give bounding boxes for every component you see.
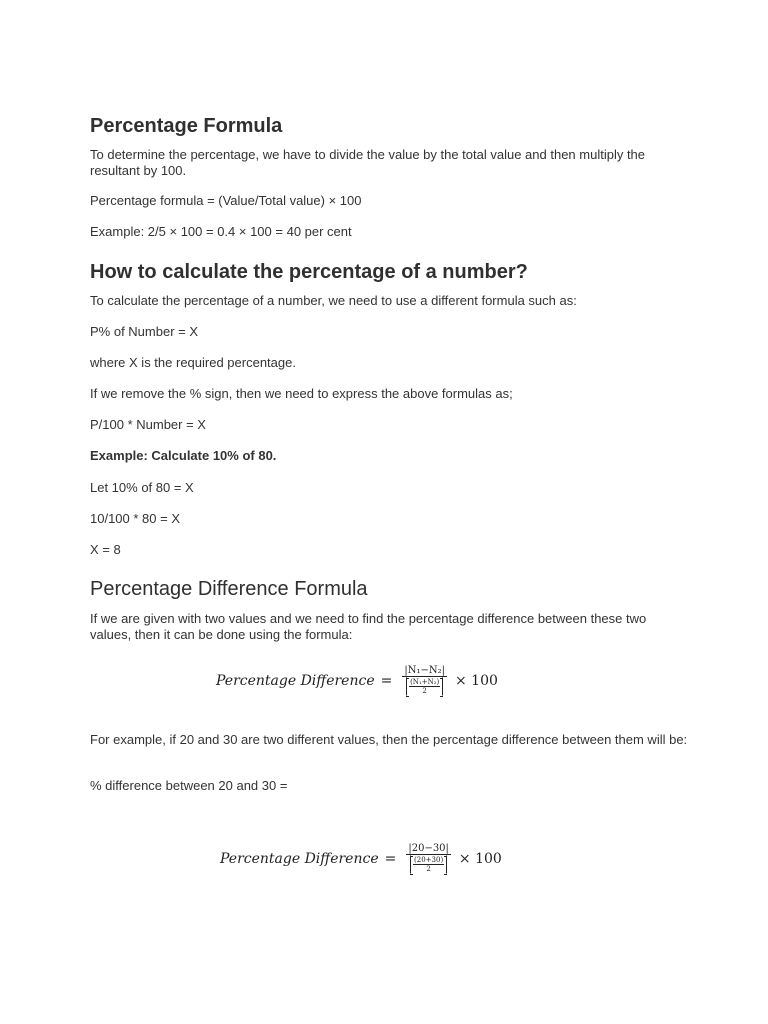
formula-bracket (406, 677, 443, 696)
formula-percentage-difference-example (220, 843, 502, 874)
heading-percentage-formula: Percentage Formula (90, 115, 283, 137)
formula2-numerator: |20−30| (408, 843, 449, 854)
paragraph-intro: To determine the percentage, we have to divide the value by the total value and then multiply the resultant by 100. (90, 147, 646, 178)
paragraph-example: Example: 2/5 × 100 = 0.4 × 100 = 40 per cent (90, 224, 352, 239)
paragraph-step: 10/100 * 80 = X (90, 511, 180, 526)
formula-fraction (402, 665, 447, 696)
formula2-bracket (410, 855, 447, 874)
paragraph-p-of-number: P% of Number = X (90, 324, 199, 339)
formula-equals: = (380, 672, 393, 689)
formula2-equals: = (384, 850, 397, 867)
formula-lhs: Percentage Difference (216, 672, 375, 689)
paragraph-difference-intro: If we are given with two values and we need to find the percentage difference between these two values, then it can be done using the formula: (90, 611, 647, 642)
paragraph-formula: Percentage formula = (Value/Total value) × 100 (90, 193, 362, 208)
paragraph-result: X = 8 (90, 542, 121, 557)
formula2-times-100: × 100 (458, 850, 502, 867)
paragraph-p-over-100: P/100 * Number = X (90, 417, 206, 432)
heading-percentage-difference: Percentage Difference Formula (90, 578, 368, 600)
paragraph-where-x: where X is the required percentage. (90, 355, 296, 370)
formula-inner-denominator: 2 (422, 687, 427, 695)
formula2-fraction (406, 843, 451, 874)
formula2-inner-denominator: 2 (426, 865, 431, 873)
paragraph-example-heading: Example: Calculate 10% of 80. (90, 448, 277, 463)
heading-calculate-percentage: How to calculate the percentage of a number? (90, 261, 528, 283)
formula2-lhs: Percentage Difference (220, 850, 379, 867)
formula2-inner-numerator: (20+30) (414, 856, 444, 864)
formula-numerator: |N₁−N₂| (404, 665, 445, 676)
paragraph-let: Let 10% of 80 = X (90, 480, 194, 495)
paragraph-calc-intro: To calculate the percentage of a number, we need to use a different formula such as: (90, 293, 577, 308)
formula-percentage-difference (216, 665, 498, 696)
formula-inner-numerator: (N₁+N₂) (410, 678, 440, 686)
paragraph-remove-sign: If we remove the % sign, then we need to express the above formulas as; (90, 386, 513, 401)
paragraph-example-values: For example, if 20 and 30 are two different values, then the percentage difference between them will be: (90, 732, 688, 747)
paragraph-difference-20-30: % difference between 20 and 30 = (90, 778, 288, 793)
formula-times-100: × 100 (454, 672, 498, 689)
